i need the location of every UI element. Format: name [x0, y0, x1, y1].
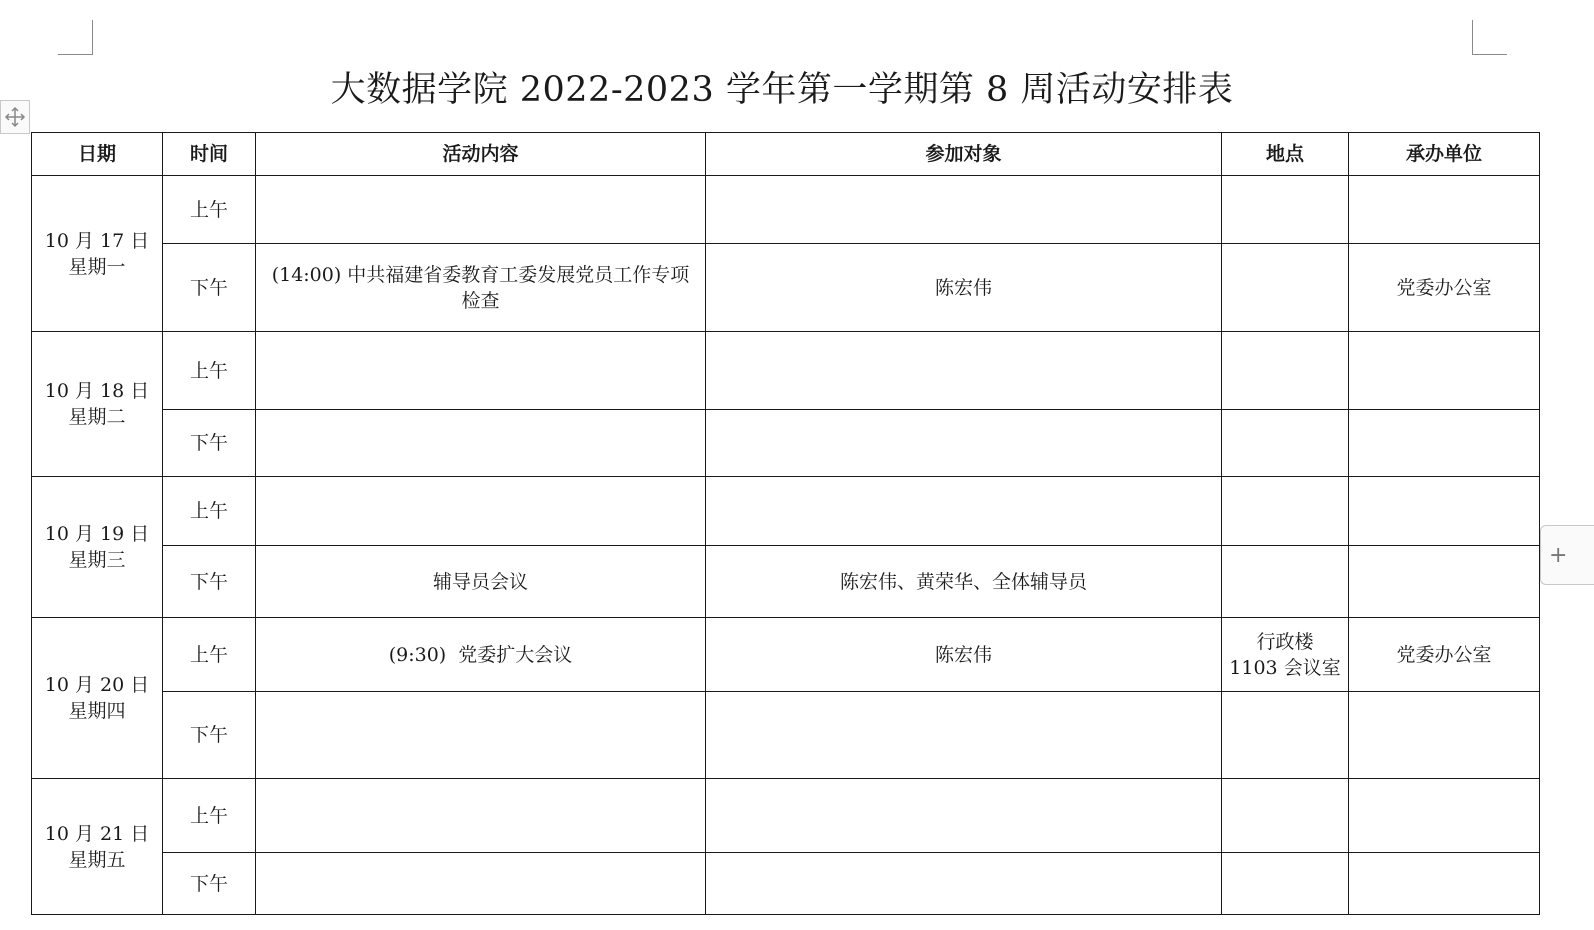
header-time: 时间 — [163, 133, 256, 176]
location-cell[interactable] — [1222, 853, 1349, 915]
location-line: 行政楼 — [1256, 630, 1314, 653]
table-row — [32, 410, 1540, 477]
organizer-cell[interactable] — [1349, 546, 1540, 618]
table-row — [32, 779, 1540, 853]
date-text: 10 月 17 日 — [44, 229, 150, 252]
header-participants: 参加对象 — [706, 133, 1222, 176]
participants-cell[interactable] — [706, 477, 1222, 546]
date-text: 10 月 21 日 — [44, 822, 150, 845]
time-cell: 上午 — [163, 332, 256, 410]
organizer-cell[interactable] — [1349, 176, 1540, 244]
participants-cell[interactable]: 陈宏伟、黄荣华、全体辅导员 — [706, 546, 1222, 618]
organizer-cell[interactable] — [1349, 692, 1540, 779]
location-cell[interactable] — [1222, 692, 1349, 779]
location-cell[interactable] — [1222, 410, 1349, 477]
content-line: 检查 — [461, 289, 500, 312]
date-text: 10 月 18 日 — [44, 380, 150, 402]
header-location: 地点 — [1222, 133, 1349, 176]
date-cell — [32, 779, 163, 915]
location-cell[interactable] — [1222, 779, 1349, 853]
content-cell[interactable]: 辅导员会议 — [256, 546, 706, 618]
header-row — [32, 133, 1540, 176]
add-column-handle[interactable] — [1540, 525, 1594, 585]
time-cell: 上午 — [163, 618, 256, 692]
content-cell[interactable] — [256, 332, 706, 410]
time-cell: 上午 — [163, 779, 256, 853]
header-content: 活动内容 — [256, 133, 706, 176]
organizer-cell[interactable] — [1349, 410, 1540, 477]
table-row — [32, 853, 1540, 915]
participants-cell[interactable] — [706, 853, 1222, 915]
content-line: (14:00) 中共福建省委教育工委发展党员工作专项 — [271, 263, 690, 286]
organizer-cell[interactable]: 党委办公室 — [1349, 244, 1540, 332]
time-cell: 上午 — [163, 176, 256, 244]
organizer-cell[interactable] — [1349, 779, 1540, 853]
location-cell[interactable] — [1222, 332, 1349, 410]
time-cell: 下午 — [163, 244, 256, 332]
location-cell[interactable] — [1222, 244, 1349, 332]
content-cell[interactable] — [256, 692, 706, 779]
location-cell[interactable] — [1222, 477, 1349, 546]
date-cell — [32, 332, 163, 477]
weekday-text: 星期二 — [68, 406, 126, 428]
content-cell[interactable] — [256, 779, 706, 853]
content-cell[interactable]: (9:30) 党委扩大会议 — [256, 618, 706, 692]
content-cell[interactable] — [256, 176, 706, 244]
table-row — [32, 477, 1540, 546]
date-cell — [32, 477, 163, 618]
crop-mark-top-right — [1472, 20, 1507, 55]
location-line: 1103 会议室 — [1229, 656, 1341, 679]
organizer-cell[interactable] — [1349, 477, 1540, 546]
content-cell[interactable] — [256, 853, 706, 915]
content-cell[interactable] — [256, 244, 706, 332]
time-cell: 下午 — [163, 410, 256, 477]
crop-mark-top-left — [58, 20, 93, 55]
participants-cell[interactable] — [706, 692, 1222, 779]
table-row — [32, 546, 1540, 618]
schedule-table — [31, 132, 1540, 915]
table-row — [32, 176, 1540, 244]
date-text: 10 月 19 日 — [44, 523, 150, 545]
content-cell[interactable] — [256, 410, 706, 477]
participants-cell[interactable] — [706, 779, 1222, 853]
header-date: 日期 — [32, 133, 163, 176]
table-row — [32, 692, 1540, 779]
time-cell: 上午 — [163, 477, 256, 546]
date-cell — [32, 618, 163, 779]
time-cell: 下午 — [163, 853, 256, 915]
organizer-cell[interactable] — [1349, 332, 1540, 410]
organizer-cell[interactable] — [1349, 853, 1540, 915]
weekday-text: 星期五 — [68, 848, 126, 871]
participants-cell[interactable] — [706, 410, 1222, 477]
weekday-text: 星期三 — [68, 549, 126, 571]
participants-cell[interactable] — [706, 176, 1222, 244]
content-cell[interactable] — [256, 477, 706, 546]
time-cell: 下午 — [163, 546, 256, 618]
table-row — [32, 244, 1540, 332]
page-title: 大数据学院 2022-2023 学年第一学期第 8 周活动安排表 — [330, 70, 1234, 110]
location-cell[interactable] — [1222, 546, 1349, 618]
participants-cell[interactable]: 陈宏伟 — [706, 244, 1222, 332]
date-text: 10 月 20 日 — [44, 674, 150, 696]
weekday-text: 星期四 — [68, 700, 126, 722]
participants-cell[interactable]: 陈宏伟 — [706, 618, 1222, 692]
time-cell: 下午 — [163, 692, 256, 779]
participants-cell[interactable] — [706, 332, 1222, 410]
location-cell[interactable] — [1222, 176, 1349, 244]
plus-icon: + — [1549, 542, 1568, 568]
table-row — [32, 618, 1540, 692]
location-cell[interactable] — [1222, 618, 1349, 692]
weekday-text: 星期一 — [68, 255, 126, 278]
header-organizer: 承办单位 — [1349, 133, 1540, 176]
date-cell — [32, 176, 163, 332]
organizer-cell[interactable]: 党委办公室 — [1349, 618, 1540, 692]
table-row — [32, 332, 1540, 410]
